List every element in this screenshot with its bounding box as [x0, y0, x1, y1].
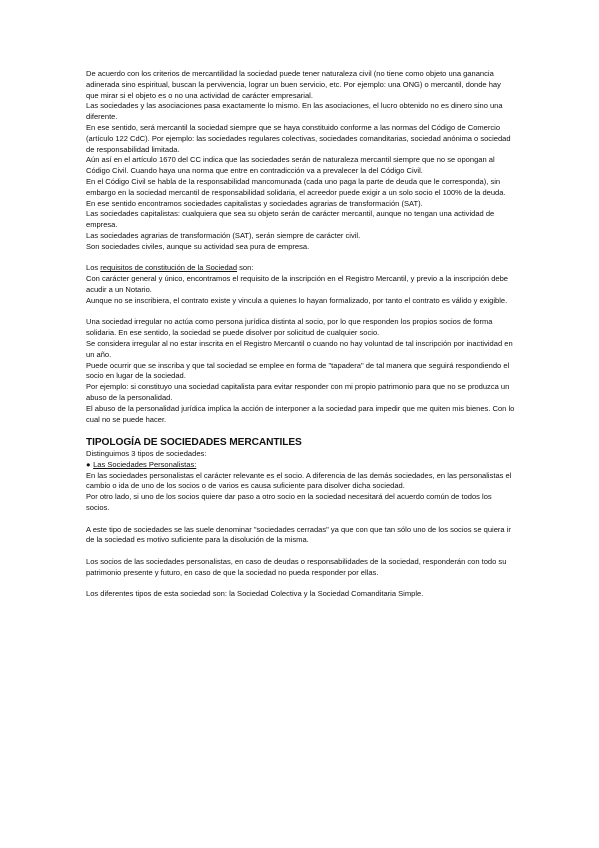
section-heading: TIPOLOGÍA DE SOCIEDADES MERCANTILES	[86, 437, 302, 449]
paragraph: Con carácter general y único, encontramos el requisito de la inscripción en el Registro Mercantil, y previo a la inscripción debe acudir a un Notario.	[86, 274, 508, 294]
bullet-label: Las Sociedades Personalistas:	[93, 459, 197, 469]
paragraph: Distinguimos 3 tipos de sociedades:	[86, 449, 207, 459]
requisitos-intro	[86, 263, 515, 274]
section-tipologia	[86, 436, 515, 600]
requisitos-underlined-text: requisitos de constitución de la Sociedad	[100, 263, 238, 273]
spacer	[86, 579, 515, 590]
spacer	[86, 514, 515, 525]
spacer	[86, 253, 515, 264]
paragraph: Aún así en el artículo 1670 del CC indica que las sociedades serán de naturaleza mercantil siempre que no se opongan al Código Civil. Cuando haya una norma que entre en contradicción va a prevalecer la del Código Civil.	[86, 155, 495, 176]
paragraph: En ese sentido, será mercantil la sociedad siempre que se haya constituido conforme a las normas del Código de Comercio (artículo 122 CdC). Por ejemplo: las sociedades regulares colectivas, sociedades comanditarias, sociedad anónima o sociedad de responsabilidad limitada.	[86, 122, 511, 154]
paragraph: Por ejemplo: si constituyo una sociedad capitalista para evitar responder con mi propio patrimonio para que no se produzca un abuso de la personalidad.	[86, 382, 510, 402]
section-sociedad-irregular	[86, 317, 515, 425]
paragraph: Por otro lado, si uno de los socios quiere dar paso a otro socio en la sociedad necesitará del acuerdo común de todos los socios.	[86, 492, 492, 513]
paragraph: En las sociedades personalistas el carácter relevante es el socio. A diferencia de las demás sociedades, en las personalistas el cambio o ida de uno de los socios o de varios es causa suficiente para disolver dicha sociedad.	[86, 470, 512, 491]
section-mercantilidad	[86, 69, 515, 253]
paragraph: En el Código Civil se habla de la responsabilidad mancomunada (cada uno paga la parte de deuda que le corresponda), sin embargo en la sociedad mercantil de responsabilidad solidaria, el acreedor puede exigir a un solo socio el 100% de la deuda.	[86, 176, 506, 197]
paragraph: Las sociedades capitalistas: cualquiera que sea su objeto serán de carácter mercantil, aunque no tengan una actividad de empresa.	[86, 209, 495, 230]
spacer	[86, 307, 515, 318]
paragraph: Son sociedades civiles, aunque su actividad sea pura de empresa.	[86, 241, 310, 251]
paragraph: El abuso de la personalidad jurídica implica la acción de interponer a la sociedad para impedir que me quiten mis bienes. Con lo cual no se puede hacer.	[86, 403, 515, 424]
spacer	[86, 425, 515, 436]
paragraph: Una sociedad irregular no actúa como persona jurídica distinta al socio, por lo que responden los propios socios de forma solidaria. En ese sentido, la sociedad se puede disolver por solicitud de cualquier socio.	[86, 317, 493, 338]
paragraph: Se considera irregular al no estar inscrita en el Registro Mercantil o cuando no hay voluntad de tal inscripción por inactividad en un año.	[86, 338, 513, 359]
paragraph: Los diferentes tipos de esta sociedad son: la Sociedad Colectiva y la Sociedad Comanditaria Simple.	[86, 589, 424, 599]
bullet-icon: ●	[86, 459, 91, 469]
paragraph: A este tipo de sociedades se las suele denominar "sociedades cerradas" ya que con que tan sólo uno de los socios se quiera ir de la sociedad es motivo suficiente para la disolución de la misma.	[86, 524, 511, 545]
paragraph: Las sociedades agrarias de transformación (SAT), serán siempre de carácter civil.	[86, 230, 361, 240]
intro-prefix: Los	[86, 263, 101, 273]
paragraph: Puede ocurrir que se inscriba y que tal sociedad se emplee en forma de "tapadera" de tal manera que seguirá respondiendo el socio en lugar de la sociedad.	[86, 360, 510, 381]
intro-suffix: son:	[237, 263, 254, 273]
bullet-item	[86, 460, 515, 471]
paragraph: Los socios de las sociedades personalistas, en caso de deudas o responsabilidades de la sociedad, responderán con todo su patrimonio presente y futuro, en caso de que la sociedad no pueda responder por ellas.	[86, 557, 507, 577]
spacer	[86, 546, 515, 557]
paragraph: De acuerdo con los criterios de mercantilidad la sociedad puede tener naturaleza civil (no tiene como objeto una ganancia adinerada sino espiritual, buscan la pervivencia, lograr un buen servicio, etc. Por ejemplo: una ONG) o mercantil, donde hay que mirar si el objeto es o no una actividad de carácter empresarial.	[86, 69, 501, 100]
paragraph: Las sociedades y las asociaciones pasa exactamente lo mismo. En las asociaciones, el lucro obtenido no es dinero sino una diferente.	[86, 101, 503, 122]
section-requisitos	[86, 263, 515, 306]
paragraph: En ese sentido encontramos sociedades capitalistas y sociedades agrarias de transformación (SAT).	[86, 198, 423, 208]
paragraph: Aunque no se inscribiera, el contrato existe y vincula a quienes lo hayan formalizado, por tanto el contrato es válido y exigible.	[86, 295, 508, 305]
